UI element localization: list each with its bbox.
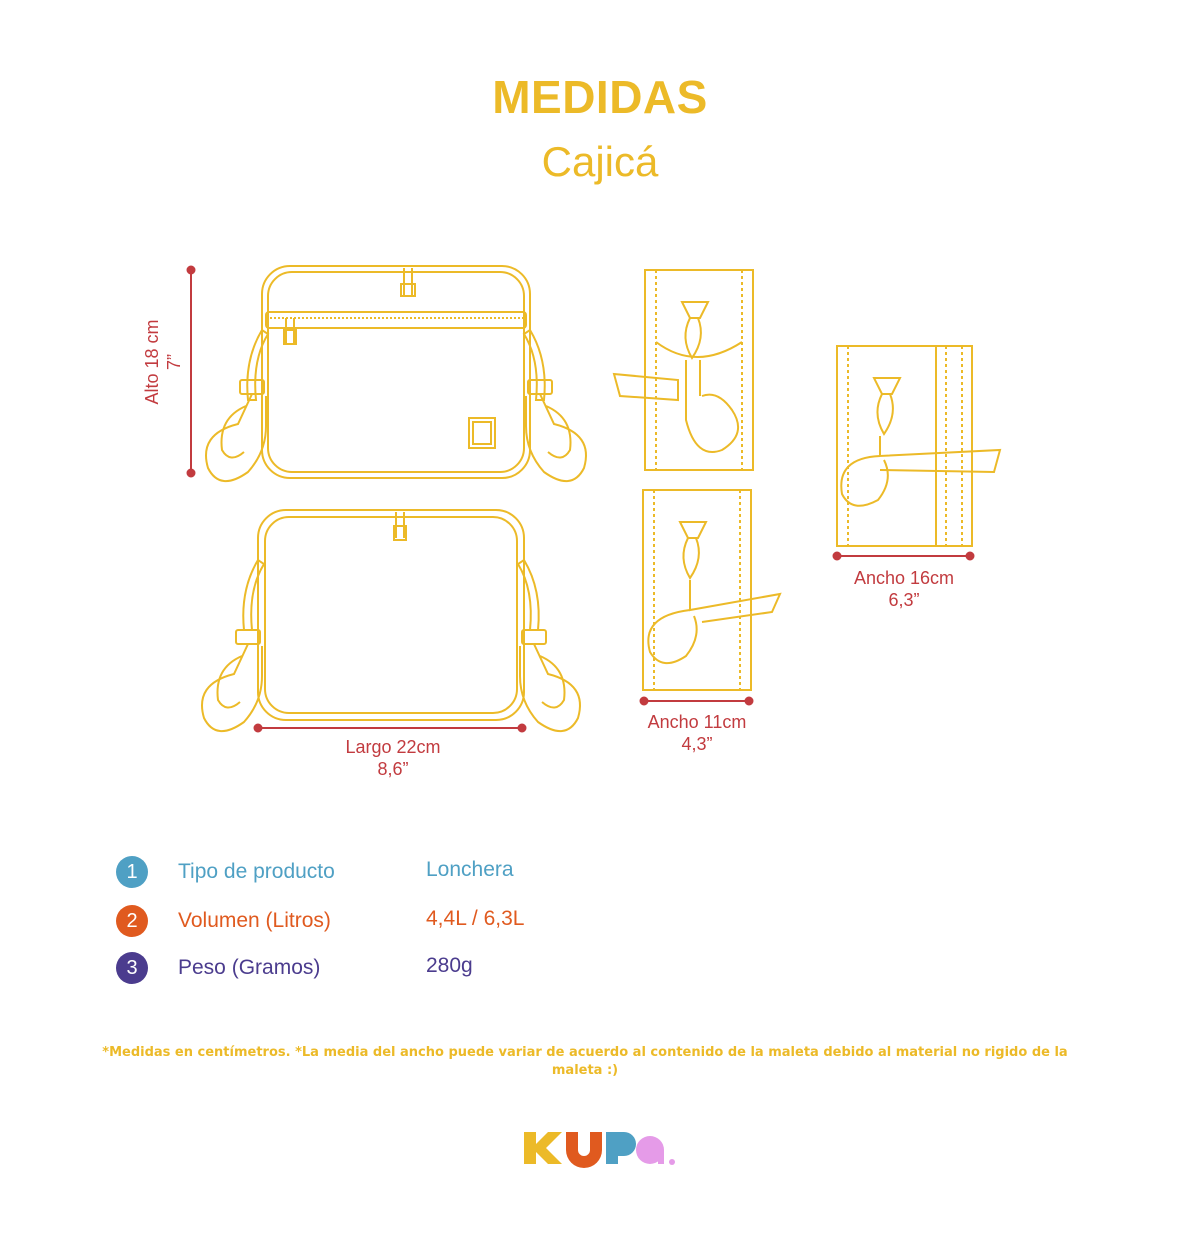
bag-side-view-top: [614, 270, 753, 470]
ancho-small-inches: 4,3”: [681, 734, 713, 754]
spec-value: Lonchera: [426, 858, 514, 881]
alto-dimension-line: [188, 267, 195, 477]
bag-side-view-expanded: [837, 346, 1000, 546]
spec-number-badge: 1: [116, 856, 148, 888]
spec-label: Peso (Gramos): [178, 956, 321, 979]
ancho-small-cm: Ancho 11cm: [647, 712, 747, 732]
alto-dimension-label: [141, 297, 185, 427]
spec-value: 280g: [426, 954, 473, 977]
footnote: *Medidas en centímetros. *La media del ancho puede variar de acuerdo al contenido de la maleta debido al material no rigido de la maleta :): [102, 1045, 1068, 1078]
ancho-large-cm: Ancho 16cm: [853, 568, 955, 588]
spec-number-badge: 3: [116, 952, 148, 984]
largo-dimension-line: [255, 725, 526, 732]
spec-label: Tipo de producto: [178, 860, 335, 883]
spec-number-badge: 2: [116, 905, 148, 937]
ancho-small-dimension-label: [622, 711, 772, 755]
largo-cm: Largo 22cm: [345, 737, 441, 757]
spec-label: Volumen (Litros): [178, 909, 331, 932]
bag-front-view: [206, 266, 586, 481]
ancho-large-dimension-label: [829, 567, 979, 611]
spec-row-product-type: [116, 856, 716, 890]
product-name: Cajicá: [541, 138, 659, 185]
bag-back-view: [202, 510, 580, 731]
ancho-large-dimension-line: [834, 553, 974, 560]
spec-value: 4,4L / 6,3L: [426, 907, 525, 930]
largo-dimension-label: [318, 736, 468, 780]
ancho-large-inches: 6,3”: [888, 590, 920, 610]
alto-cm: Alto 18 cm: [142, 319, 162, 405]
alto-inches: 7”: [164, 354, 184, 371]
page-title: MEDIDAS: [492, 71, 708, 123]
bag-side-view-bottom: [643, 490, 780, 690]
spec-row-volume: [116, 905, 716, 939]
ancho-small-dimension-line: [641, 698, 753, 705]
kupa-logo: [522, 1128, 682, 1168]
spec-row-weight: [116, 952, 716, 986]
largo-inches: 8,6”: [377, 759, 409, 779]
